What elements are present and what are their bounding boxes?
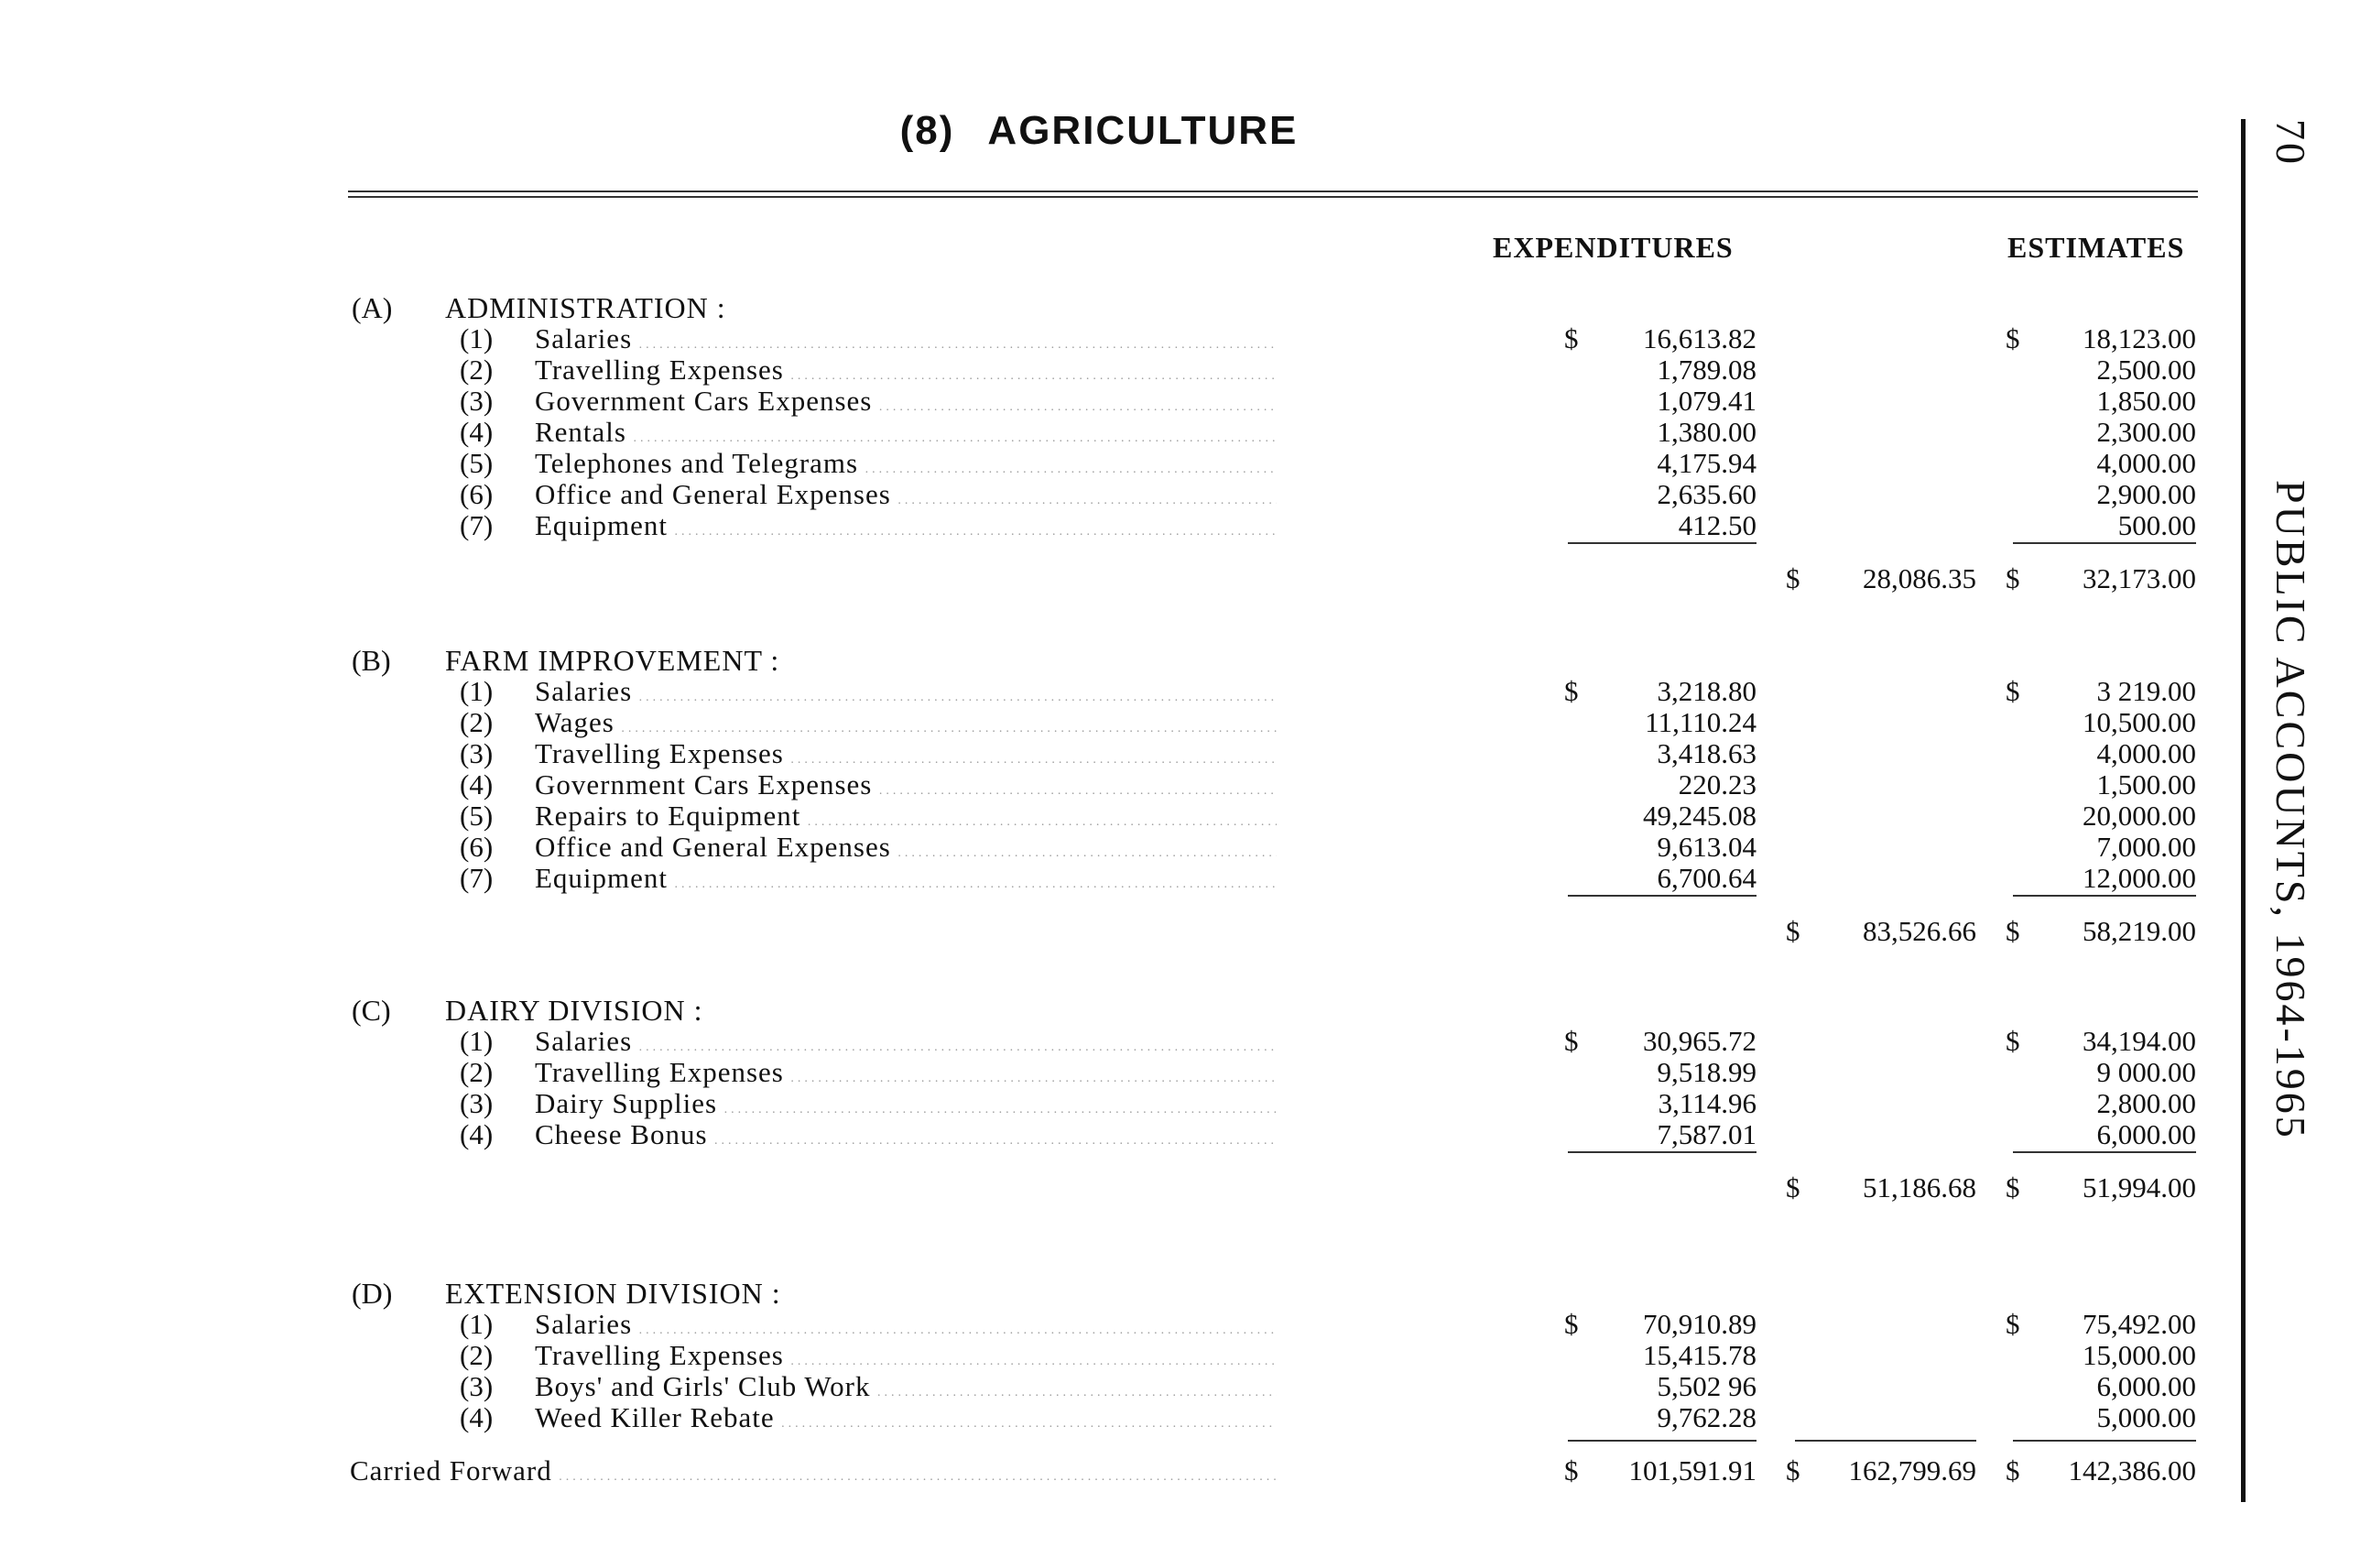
item-number: (4) — [460, 1401, 494, 1433]
item-label: Salaries ..... — [535, 675, 1277, 708]
carried-expenditure: 162,799.69 — [1848, 1454, 1976, 1486]
item-label: Travelling Expenses ..... — [535, 354, 1277, 387]
item-number: (6) — [460, 478, 494, 510]
item-label: Office and General Expenses ..... — [535, 831, 1277, 864]
section-total-estimate: 51,994.00 — [2083, 1171, 2196, 1203]
item-expenditure: 9,762.28 — [1657, 1401, 1756, 1433]
line-item — [0, 1339, 2235, 1370]
page-title — [0, 108, 2198, 154]
dollar-sign: $ — [2006, 1025, 2020, 1057]
dollar-sign: $ — [1564, 675, 1579, 707]
item-estimate: 2,500.00 — [2096, 354, 2196, 386]
item-estimate: 9 000.00 — [2096, 1056, 2196, 1088]
line-item — [0, 1025, 2235, 1056]
carry-rule-3 — [2013, 1440, 2196, 1442]
item-expenditure: 412.50 — [1678, 509, 1756, 541]
section-total-expenditure: 28,086.35 — [1863, 562, 1976, 594]
line-item — [0, 1087, 2235, 1118]
line-item — [0, 478, 2235, 509]
item-number: (5) — [460, 800, 494, 832]
item-estimate: 4,000.00 — [2096, 737, 2196, 769]
dollar-sign: $ — [2006, 1454, 2020, 1486]
item-label: Travelling Expenses ..... — [535, 1339, 1277, 1372]
item-label: Telephones and Telegrams ..... — [535, 447, 1277, 480]
item-expenditure: 5,502 96 — [1657, 1370, 1756, 1402]
section-heading — [0, 994, 2235, 1025]
item-number: (7) — [460, 509, 494, 541]
item-number: (4) — [460, 416, 494, 448]
item-expenditure: 4,175.94 — [1657, 447, 1756, 479]
section-letter: (A) — [352, 291, 393, 324]
item-number: (1) — [460, 1308, 494, 1340]
item-expenditure: 15,415.78 — [1643, 1339, 1756, 1371]
title-rule-top — [348, 191, 2198, 192]
section-heading — [0, 644, 2235, 675]
line-item — [0, 322, 2235, 354]
item-estimate: 4,000.00 — [2096, 447, 2196, 479]
department-title: AGRICULTURE — [987, 108, 1299, 153]
item-estimate: 5,000.00 — [2096, 1401, 2196, 1433]
running-title: PUBLIC ACCOUNTS, 1964-1965 — [2268, 480, 2314, 1140]
budget-section — [0, 291, 2235, 604]
item-expenditure: 3,218.80 — [1657, 675, 1756, 707]
line-item — [0, 1401, 2235, 1432]
carry-rule-2 — [1795, 1440, 1976, 1442]
dollar-sign: $ — [1564, 1308, 1579, 1340]
item-estimate: 10,500.00 — [2083, 706, 2196, 738]
item-expenditure: 1,380.00 — [1657, 416, 1756, 448]
dollar-sign: $ — [2006, 562, 2020, 594]
item-label: Office and General Expenses ..... — [535, 478, 1277, 511]
line-item — [0, 862, 2235, 893]
item-expenditure: 6,700.64 — [1657, 862, 1756, 894]
item-expenditure: 1,789.08 — [1657, 354, 1756, 386]
item-expenditure: 30,965.72 — [1643, 1025, 1756, 1057]
section-heading — [0, 1277, 2235, 1308]
section-letter: (C) — [352, 994, 391, 1027]
line-item — [0, 1118, 2235, 1149]
page-number: 70 — [2268, 119, 2314, 167]
dollar-sign: $ — [1786, 915, 1800, 947]
dollar-sign: $ — [2006, 1171, 2020, 1203]
item-label: Government Cars Expenses ..... — [535, 768, 1277, 801]
section-total — [0, 1149, 2235, 1214]
section-total-expenditure: 51,186.68 — [1863, 1171, 1976, 1203]
item-number: (3) — [460, 1370, 494, 1402]
item-estimate: 2,900.00 — [2096, 478, 2196, 510]
item-estimate: 6,000.00 — [2096, 1118, 2196, 1150]
carry-rule-1 — [1568, 1440, 1756, 1442]
margin-rule — [2241, 119, 2246, 1502]
item-label: Government Cars Expenses ..... — [535, 385, 1277, 418]
line-item — [0, 675, 2235, 706]
item-number: (3) — [460, 1087, 494, 1119]
total-rule-expenditures — [1568, 895, 1756, 897]
item-label: Repairs to Equipment ..... — [535, 800, 1277, 833]
line-item — [0, 800, 2235, 831]
item-expenditure: 9,613.04 — [1657, 831, 1756, 863]
total-rule-estimates — [2013, 1151, 2196, 1153]
item-label: Salaries ..... — [535, 322, 1277, 355]
item-number: (2) — [460, 1056, 494, 1088]
item-label: Rentals ..... — [535, 416, 1277, 449]
item-expenditure: 7,587.01 — [1657, 1118, 1756, 1150]
budget-section — [0, 1277, 2235, 1432]
item-expenditure: 220.23 — [1678, 768, 1756, 800]
item-number: (3) — [460, 385, 494, 417]
section-number: (8) — [899, 108, 955, 153]
section-letter: (D) — [352, 1277, 393, 1310]
item-estimate: 500.00 — [2117, 509, 2196, 541]
item-expenditure: 3,114.96 — [1658, 1087, 1756, 1119]
line-item — [0, 509, 2235, 540]
item-label: Travelling Expenses ..... — [535, 1056, 1277, 1089]
line-item — [0, 1308, 2235, 1339]
item-estimate: 1,850.00 — [2096, 385, 2196, 417]
section-letter: (B) — [352, 644, 391, 677]
dollar-sign: $ — [1564, 1025, 1579, 1057]
total-rule-estimates — [2013, 542, 2196, 544]
section-total-estimate: 32,173.00 — [2083, 562, 2196, 594]
item-expenditure: 70,910.89 — [1643, 1308, 1756, 1340]
item-estimate: 18,123.00 — [2083, 322, 2196, 354]
section-title: EXTENSION DIVISION : — [445, 1277, 781, 1310]
line-item — [0, 416, 2235, 447]
line-item — [0, 354, 2235, 385]
item-estimate: 12,000.00 — [2083, 862, 2196, 894]
column-header-estimates: ESTIMATES — [2007, 231, 2185, 264]
line-item — [0, 385, 2235, 416]
dollar-sign: $ — [2006, 675, 2020, 707]
carried-estimate: 142,386.00 — [2068, 1454, 2196, 1486]
item-label: Wages ..... — [535, 706, 1277, 739]
budget-section — [0, 644, 2235, 957]
total-rule-estimates — [2013, 895, 2196, 897]
line-item — [0, 831, 2235, 862]
section-title: ADMINISTRATION : — [445, 291, 726, 324]
item-expenditure: 16,613.82 — [1643, 322, 1756, 354]
item-estimate: 6,000.00 — [2096, 1370, 2196, 1402]
item-number: (5) — [460, 447, 494, 479]
item-expenditure: 9,518.99 — [1657, 1056, 1756, 1088]
item-number: (4) — [460, 768, 494, 800]
item-label: Equipment ..... — [535, 509, 1277, 542]
item-estimate: 34,194.00 — [2083, 1025, 2196, 1057]
running-header — [2269, 119, 2315, 1145]
item-estimate: 1,500.00 — [2096, 768, 2196, 800]
carried-subtotal: 101,591.91 — [1628, 1454, 1756, 1486]
dollar-sign: $ — [1786, 1171, 1800, 1203]
section-total — [0, 893, 2235, 957]
item-number: (1) — [460, 1025, 494, 1057]
section-title: DAIRY DIVISION : — [445, 994, 703, 1027]
item-label: Travelling Expenses ..... — [535, 737, 1277, 770]
item-number: (6) — [460, 831, 494, 863]
carried-forward-row — [0, 1454, 2235, 1491]
section-total — [0, 540, 2235, 604]
dollar-sign: $ — [1564, 322, 1579, 354]
item-label: Salaries ..... — [535, 1025, 1277, 1058]
dollar-sign: $ — [2006, 915, 2020, 947]
item-expenditure: 3,418.63 — [1657, 737, 1756, 769]
item-label: Equipment ..... — [535, 862, 1277, 895]
total-rule-expenditures — [1568, 542, 1756, 544]
column-header-expenditures: EXPENDITURES — [1493, 231, 1734, 264]
line-item — [0, 447, 2235, 478]
total-rule-expenditures — [1568, 1151, 1756, 1153]
title-rule-bottom — [348, 196, 2198, 198]
item-expenditure: 1,079.41 — [1657, 385, 1756, 417]
budget-section — [0, 994, 2235, 1214]
line-item — [0, 737, 2235, 768]
carried-forward-label: Carried Forward ..... — [350, 1454, 1277, 1487]
item-label: Dairy Supplies ..... — [535, 1087, 1277, 1120]
section-title: FARM IMPROVEMENT : — [445, 644, 780, 677]
line-item — [0, 1370, 2235, 1401]
dollar-sign: $ — [2006, 322, 2020, 354]
item-number: (3) — [460, 737, 494, 769]
item-number: (7) — [460, 862, 494, 894]
item-label: Weed Killer Rebate ..... — [535, 1401, 1277, 1434]
item-label: Cheese Bonus ..... — [535, 1118, 1277, 1151]
item-estimate: 7,000.00 — [2096, 831, 2196, 863]
item-estimate: 75,492.00 — [2083, 1308, 2196, 1340]
item-estimate: 15,000.00 — [2083, 1339, 2196, 1371]
item-label: Boys' and Girls' Club Work ..... — [535, 1370, 1277, 1403]
item-expenditure: 49,245.08 — [1643, 800, 1756, 832]
section-total-estimate: 58,219.00 — [2083, 915, 2196, 947]
item-estimate: 2,800.00 — [2096, 1087, 2196, 1119]
line-item — [0, 706, 2235, 737]
item-number: (1) — [460, 675, 494, 707]
item-estimate: 2,300.00 — [2096, 416, 2196, 448]
item-label: Salaries ..... — [535, 1308, 1277, 1341]
dollar-sign: $ — [1564, 1454, 1579, 1486]
dollar-sign: $ — [1786, 1454, 1800, 1486]
item-number: (2) — [460, 1339, 494, 1371]
line-item — [0, 1056, 2235, 1087]
item-estimate: 3 219.00 — [2096, 675, 2196, 707]
item-expenditure: 11,110.24 — [1645, 706, 1756, 738]
section-heading — [0, 291, 2235, 322]
item-estimate: 20,000.00 — [2083, 800, 2196, 832]
section-total-expenditure: 83,526.66 — [1863, 915, 1976, 947]
item-number: (2) — [460, 706, 494, 738]
dollar-sign: $ — [2006, 1308, 2020, 1340]
item-number: (1) — [460, 322, 494, 354]
line-item — [0, 768, 2235, 800]
dollar-sign: $ — [1786, 562, 1800, 594]
item-number: (2) — [460, 354, 494, 386]
item-number: (4) — [460, 1118, 494, 1150]
item-expenditure: 2,635.60 — [1657, 478, 1756, 510]
